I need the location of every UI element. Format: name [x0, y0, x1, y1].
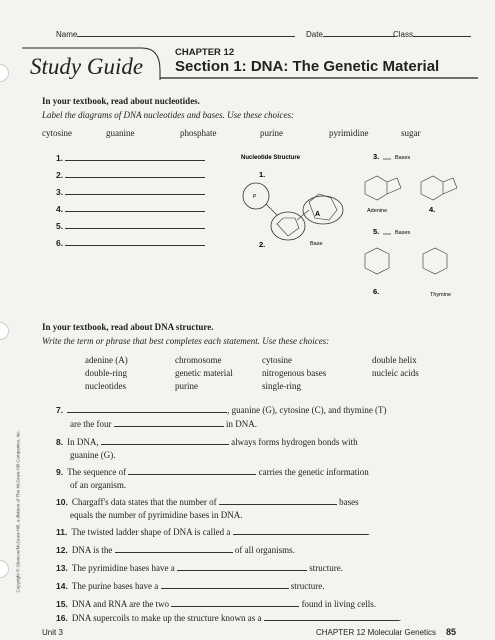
question-7: 7. , guanine (G), cytosine (C), and thymine (T) [56, 405, 387, 415]
label-2: 2. [259, 240, 266, 249]
instruction-2: In your textbook, read about DNA structure. [42, 322, 214, 332]
svg-text:Thymine: Thymine [430, 292, 452, 298]
answer-blank[interactable]: 4. [56, 201, 205, 218]
binder-hole [0, 560, 9, 578]
choice-word: nucleotides [85, 381, 126, 391]
choice-word: nitrogenous bases [262, 368, 327, 378]
answer-line[interactable] [115, 544, 233, 553]
answer-blank[interactable]: 3. [56, 184, 205, 201]
answer-line[interactable] [67, 404, 227, 413]
question-12: 12. DNA is the of all organisms. [56, 545, 295, 555]
subinstruction-2: Write the term or phrase that best completes each statement. Use these choices: [42, 336, 330, 346]
answer-line[interactable] [171, 598, 299, 607]
name-field[interactable]: Name [56, 28, 295, 39]
svg-text:Bases: Bases [395, 230, 411, 236]
label-6: 6. [373, 287, 380, 296]
question-14: 14. The purine bases have a structure. [56, 581, 325, 591]
answer-line[interactable] [101, 436, 229, 445]
choice-word: single-ring [262, 381, 301, 391]
question-11: 11. The twisted ladder shape of DNA is called a . [56, 527, 370, 537]
choice-word: adenine (A) [85, 355, 128, 365]
answer-line[interactable] [128, 466, 256, 475]
label-3: 3. [373, 152, 380, 161]
answer-blank[interactable]: 6. [56, 235, 205, 252]
choice-word: chromosome [175, 355, 222, 365]
date-field[interactable]: Date [306, 28, 395, 39]
answer-line[interactable] [219, 496, 337, 505]
question-9: 9. The sequence of carries the genetic information [56, 467, 369, 477]
page-number: 85 [446, 627, 457, 637]
study-guide-title: Study Guide [30, 54, 144, 79]
question-8-cont: guanine (G). [70, 450, 116, 460]
binder-hole [0, 322, 9, 340]
answer-blank[interactable]: 5. [56, 218, 205, 235]
chapter-label: CHAPTER 12 [175, 47, 235, 58]
question-9-cont: of an organism. [70, 480, 127, 490]
nucleotide-diagram [225, 150, 475, 310]
choice-word: guanine [106, 128, 135, 138]
question-16: 16. DNA supercoils to make up the structure known as a . [56, 613, 402, 623]
choice-word: double-ring [85, 368, 127, 378]
base-label: Base [310, 241, 323, 247]
answer-line[interactable] [161, 580, 289, 589]
instruction-1: In your textbook, read about nucleotides. [42, 96, 200, 106]
guanine-structure [421, 176, 457, 200]
choice-word: purine [175, 381, 198, 391]
svg-text:P: P [253, 194, 257, 200]
answer-line[interactable] [114, 418, 224, 427]
choice-word: pyrimidine [329, 128, 369, 138]
answer-line[interactable] [177, 562, 307, 571]
choice-word: double helix [372, 355, 417, 365]
footer-unit: Unit 3 [42, 628, 63, 637]
choice-word: nucleic acids [372, 368, 419, 378]
question-13: 13. The pyrimidine bases have a structure. [56, 563, 344, 573]
answer-blank[interactable]: 2. [56, 167, 205, 184]
label-1: 1. [259, 170, 266, 179]
svg-text:Bases: Bases [395, 155, 411, 161]
question-10-cont: equals the number of pyrimidine bases in DNA. [70, 510, 243, 520]
label-5: 5. [373, 227, 380, 236]
answer-blanks [56, 150, 205, 252]
thymine-structure [423, 248, 447, 274]
choice-word: cytosine [262, 355, 292, 365]
answer-line[interactable] [233, 526, 368, 535]
answer-line[interactable] [264, 612, 399, 621]
choice-word: cytosine [42, 128, 72, 138]
label-4: 4. [429, 205, 436, 214]
choice-word: genetic material [175, 368, 233, 378]
question-10: 10. Chargaff's data states that the number of bases [56, 497, 359, 507]
choice-word: purine [260, 128, 283, 138]
question-15: 15. DNA and RNA are the two found in living cells. [56, 599, 377, 609]
choice-word: sugar [401, 128, 421, 138]
copyright-notice: Copyright © Glencoe/McGraw-Hill, a division of The McGraw-Hill Companies, Inc. [15, 430, 21, 593]
question-8: 8. In DNA, always forms hydrogen bonds with [56, 437, 358, 447]
class-field[interactable]: Class [393, 28, 471, 39]
svg-text:Adenine: Adenine [367, 208, 388, 214]
question-7-cont: are the four in DNA. [70, 419, 257, 429]
section-title: Section 1: DNA: The Genetic Material [175, 58, 440, 75]
answer-blank[interactable]: 1. [56, 150, 205, 167]
choice-word: phosphate [180, 128, 217, 138]
cytosine-structure [365, 248, 389, 274]
binder-hole [0, 64, 9, 82]
footer-chapter: CHAPTER 12 Molecular Genetics [316, 628, 437, 637]
adenine-structure [365, 176, 401, 200]
svg-text:A: A [315, 211, 321, 218]
subinstruction-1: Label the diagrams of DNA nucleotides and bases. Use these choices: [42, 110, 295, 120]
nucleotide-title: Nucleotide Structure [241, 155, 301, 161]
